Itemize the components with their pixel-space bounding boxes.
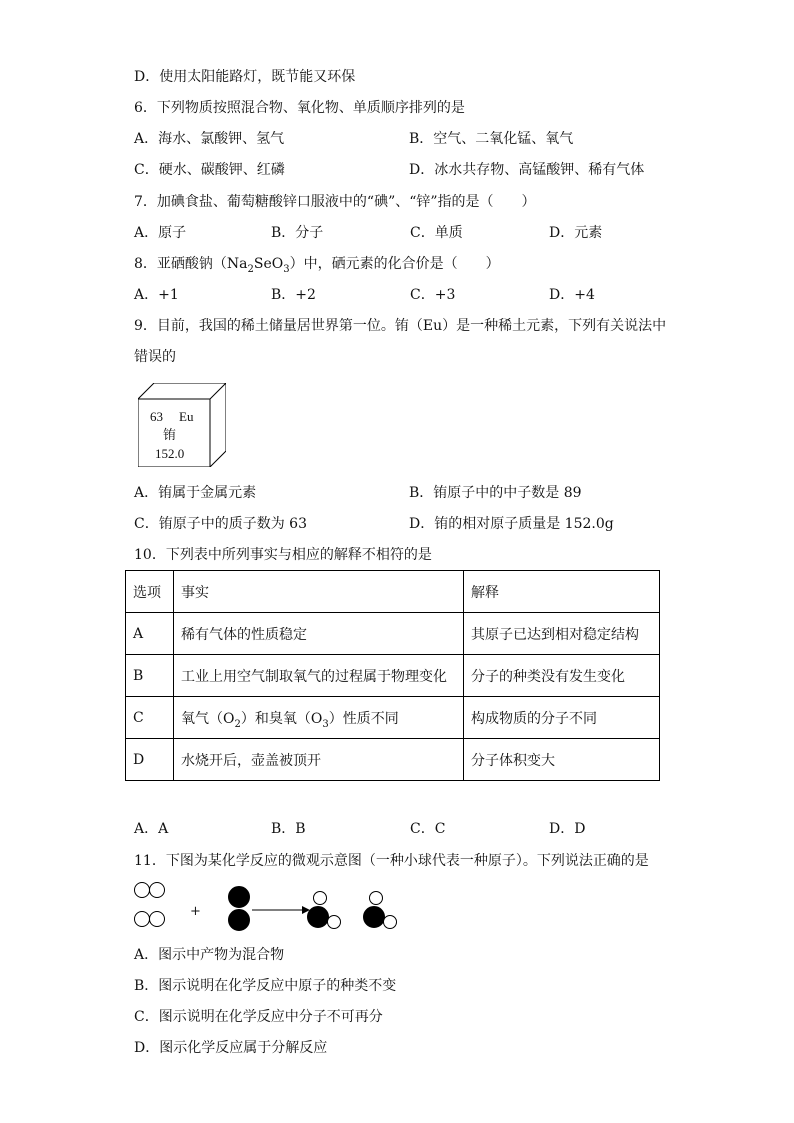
q11-option-a: A．图示中产物为混合物 [134, 947, 285, 963]
black-molecule [229, 887, 250, 931]
cell-fact: 水烧开后，壶盖被顶开 [174, 739, 464, 781]
q8-option-a: A．+1 [134, 287, 179, 303]
table-row [126, 613, 660, 655]
cell-reason: 构成物质的分子不同 [464, 697, 660, 739]
q5-option-d: D．使用太阳能路灯，既节能又环保 [134, 69, 356, 85]
white-molecule-bottom [135, 912, 165, 927]
q7-option-a: A．原子 [134, 225, 187, 241]
element-atomic-mass: 152.0 [155, 446, 185, 461]
product-molecule-1 [308, 892, 341, 929]
q9-stem-line1: 9．目前，我国的稀土储量居世界第一位。铕（Eu）是一种稀土元素，下列有关说法中 [134, 318, 667, 334]
table-row [126, 739, 660, 781]
q10-option-c: C．C [410, 821, 446, 837]
q9-option-c: C．铕原子中的质子数为 63 [134, 516, 307, 532]
q7-option-c: C．单质 [410, 225, 463, 241]
cell-option: A [126, 613, 174, 655]
q10-option-a: A．A [134, 821, 169, 837]
q6-option-a: A．海水、氯酸钾、氢气 [134, 131, 285, 147]
q9-option-b: B．铕原子中的中子数是 89 [409, 485, 582, 501]
q10-option-b: B．B [271, 821, 306, 837]
q10-stem: 10．下列表中所列事实与相应的解释不相符的是 [134, 547, 432, 563]
q8-option-b: B．+2 [271, 287, 316, 303]
reaction-diagram [130, 880, 410, 935]
cell-reason: 分子的种类没有发生变化 [464, 655, 660, 697]
plus-sign: + [190, 904, 201, 919]
q11-option-c: C．图示说明在化学反应中分子不可再分 [134, 1009, 383, 1025]
header-fact: 事实 [174, 571, 464, 613]
q8-option-d: D．+4 [549, 287, 595, 303]
facts-table [125, 570, 660, 781]
q6-option-b: B．空气、二氧化锰、氧气 [409, 131, 574, 147]
q7-option-b: B．分子 [271, 225, 324, 241]
cell-fact: 稀有气体的性质稳定 [174, 613, 464, 655]
cell-option: D [126, 739, 174, 781]
table-row [126, 655, 660, 697]
cell-option: C [126, 697, 174, 739]
product-molecule-2 [364, 892, 397, 929]
q6-option-d: D．冰水共存物、高锰酸钾、稀有气体 [409, 162, 645, 178]
element-name: 铕 [163, 427, 177, 442]
header-option: 选项 [126, 571, 174, 613]
cell-fact: 氧气$(O_2)$和臭氧$(O_3)$性质不同 [174, 697, 464, 739]
q11-option-d: D．图示化学反应属于分解反应 [134, 1040, 328, 1056]
q7-stem: 7．加碘食盐、葡萄糖酸锌口服液中的“碘”、“锌”指的是（ ） [134, 194, 536, 210]
cell-fact: 工业上用空气制取氧气的过程属于物理变化 [174, 655, 464, 697]
q6-option-c: C．硬水、碳酸钾、红磷 [134, 162, 285, 178]
q7-option-d: D．元素 [549, 225, 603, 241]
q9-stem-line2: 错误的 [134, 349, 176, 365]
element-symbol: Eu [179, 409, 194, 424]
element-atomic-number: 63 [150, 409, 163, 424]
q8-option-c: C．+3 [410, 287, 456, 303]
header-reason: 解释 [464, 571, 660, 613]
q10-option-d: D．D [549, 821, 586, 837]
cell-reason: 其原子已达到相对稳定结构 [464, 613, 660, 655]
q8-stem: 8．亚硒酸钠$(Na_2SeO_3)$中，硒元素的化合价是（ ） [134, 256, 500, 275]
q11-stem: 11．下图为某化学反应的微观示意图（一种小球代表一种原子）。下列说法正确的是 [134, 853, 649, 869]
element-cube [138, 383, 226, 467]
cell-option: B [126, 655, 174, 697]
reaction-diagram-svg [130, 880, 410, 935]
table-row [126, 697, 660, 739]
q11-option-b: B．图示说明在化学反应中原子的种类不变 [134, 978, 397, 994]
q6-stem: 6．下列物质按照混合物、氧化物、单质顺序排列的是 [134, 100, 465, 116]
q9-option-d: D．铕的相对原子质量是 152.0g [409, 516, 614, 532]
cell-reason: 分子体积变大 [464, 739, 660, 781]
table-header-row [126, 571, 660, 613]
q9-option-a: A．铕属于金属元素 [134, 485, 257, 501]
white-molecule-top [135, 883, 165, 898]
